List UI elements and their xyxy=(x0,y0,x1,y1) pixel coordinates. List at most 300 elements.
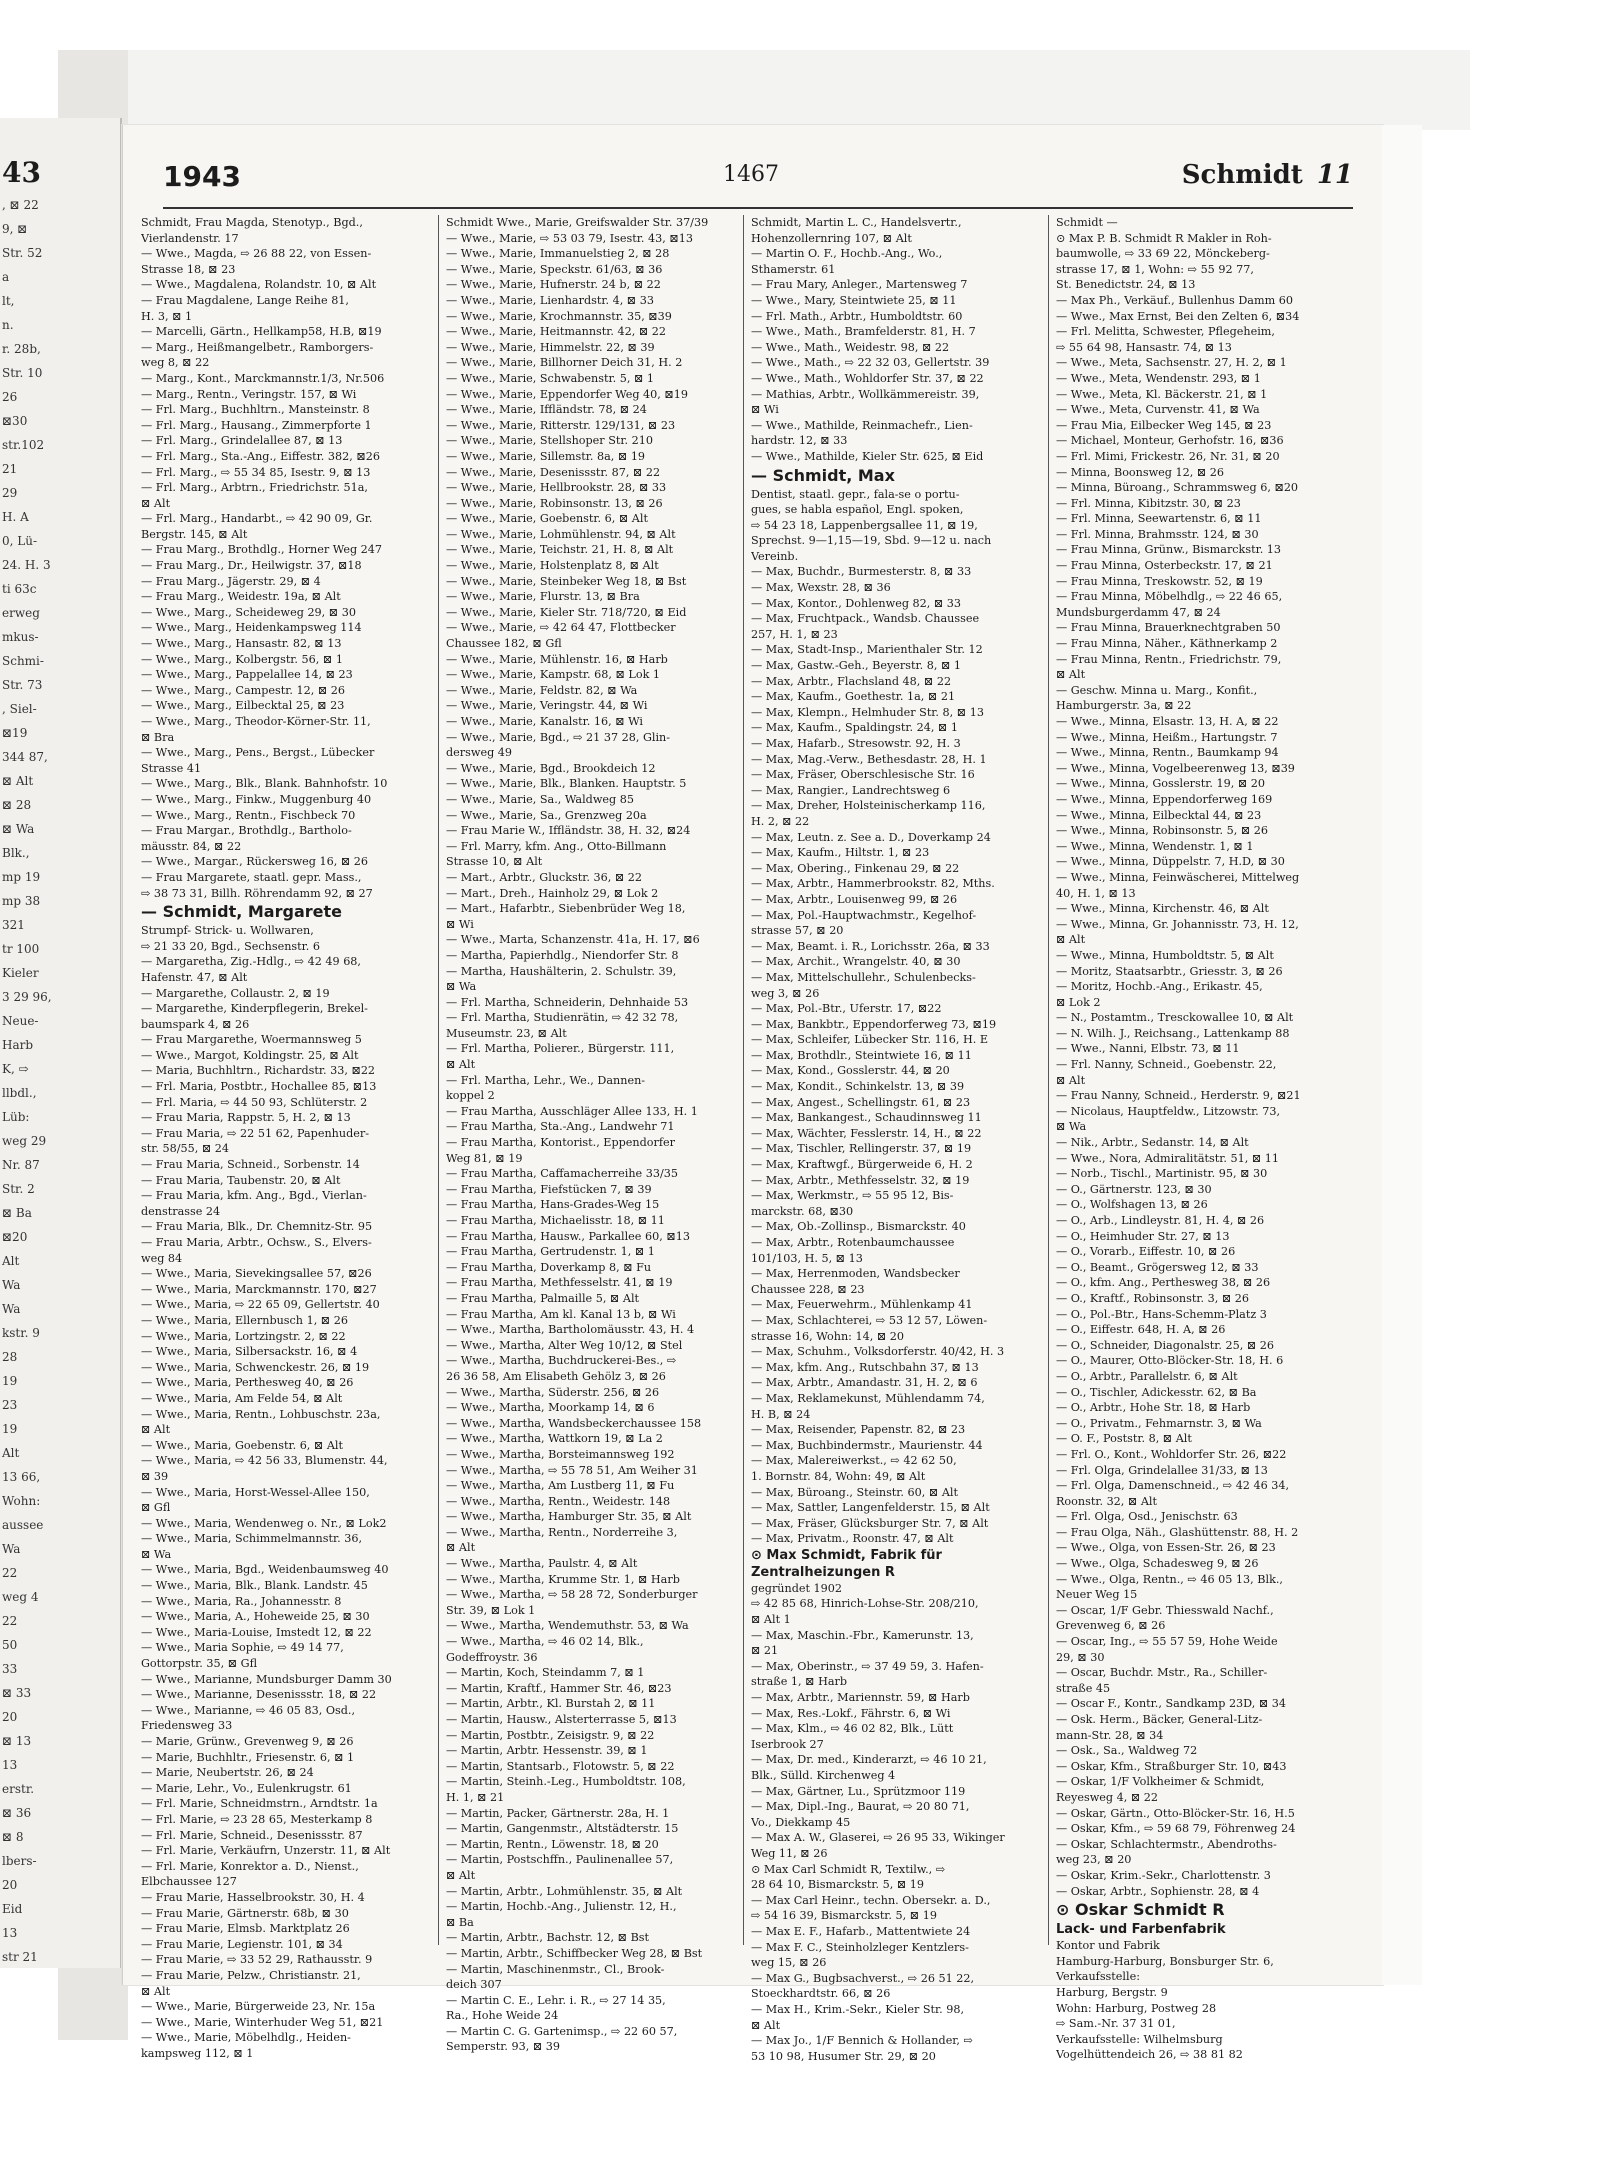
directory-entry-line: str. 58/55, ⊠ 24 xyxy=(141,1142,229,1156)
previous-page-line: ⊠ Ba xyxy=(2,1206,32,1220)
previous-page-line: 3 29 96, xyxy=(2,990,52,1004)
directory-entry-line: — O., Heimhuder Str. 27, ⊠ 13 xyxy=(1056,1229,1230,1243)
directory-entry-line: Iserbrook 27 xyxy=(751,1737,824,1751)
directory-entry-line: ⇨ Sam.-Nr. 37 31 01, xyxy=(1056,2017,1176,2031)
directory-entry-line: — Oskar, Kfm., ⇨ 59 68 79, Föhrenweg 24 xyxy=(1056,1822,1296,1836)
previous-page-line: 21 xyxy=(2,462,18,476)
directory-entry-line: — O., kfm. Ang., Perthesweg 38, ⊠ 26 xyxy=(1056,1276,1271,1290)
directory-entry-line: ⇨ 54 16 39, Bismarckstr. 5, ⊠ 19 xyxy=(751,1909,937,1923)
previous-page-line: Alt xyxy=(2,1446,20,1460)
directory-entry-line: — Max, Kaufm., Spaldingstr. 24, ⊠ 1 xyxy=(751,721,958,735)
directory-entry-line: — O., Kraftf., Robinsonstr. 3, ⊠ 26 xyxy=(1056,1291,1249,1305)
directory-entry-line: — Frau Marg., Brothdlg., Horner Weg 247 xyxy=(141,543,383,557)
directory-entry-line: — Wwe., Marie, Robinsonstr. 13, ⊠ 26 xyxy=(446,496,663,510)
column-4 xyxy=(1056,215,1346,2063)
directory-entry-line: — Wwe., Minna, Kirchenstr. 46, ⊠ Alt xyxy=(1056,902,1269,916)
directory-entry-line: — Max, Fräser, Glücksburger Str. 7, ⊠ Alt xyxy=(751,1516,989,1530)
directory-entry-line: — Wwe., Marie, Steinbeker Weg 18, ⊠ Bst xyxy=(446,574,687,588)
directory-entry-line: ⊠ Alt xyxy=(1056,1073,1086,1087)
header-page-number: 1467 xyxy=(723,162,779,187)
previous-page-line: Str. 73 xyxy=(2,678,43,692)
directory-entry-line: — Wwe., Martha, Alter Weg 10/12, ⊠ Stel xyxy=(446,1338,683,1352)
directory-entry-line: — Wwe., Maria, ⇨ 22 65 09, Gellertstr. 40 xyxy=(141,1298,380,1312)
previous-page-line: mp 38 xyxy=(2,894,41,908)
directory-entry-line: — Wwe., Marg., Scheideweg 29, ⊠ 30 xyxy=(141,605,356,619)
previous-page-line: 50 xyxy=(2,1638,18,1652)
directory-entry-line: — Max, Mittelschullehr., Schulenbecks- xyxy=(751,970,976,984)
directory-entry-line: ⇨ 38 73 31, Billh. Röhrendamm 92, ⊠ 27 xyxy=(141,886,373,900)
directory-entry-line: — Wwe., Maria, Lortzingstr. 2, ⊠ 22 xyxy=(141,1329,346,1343)
directory-entry-line: — Max, Arbtr., Rotenbaumchaussee xyxy=(751,1236,955,1249)
previous-page-line: 23 xyxy=(2,1398,18,1412)
directory-entry-line: — Wwe., Minna, Eppendorferweg 169 xyxy=(1056,792,1273,806)
directory-entry-line: — Wwe., Martha, Paulstr. 4, ⊠ Alt xyxy=(446,1557,638,1571)
previous-page-number: 43 xyxy=(2,156,41,189)
directory-entry-line: — Osk. Herm., Bäcker, General-Litz- xyxy=(1056,1713,1263,1726)
entry-heading: Lack- und Farbenfabrik xyxy=(1056,1922,1226,1938)
directory-entry-line: — Wwe., Magdalena, Rolandstr. 10, ⊠ Alt xyxy=(141,278,377,292)
previous-page-line: , ⊠ 22 xyxy=(2,198,39,212)
directory-entry-line: — Martin, Hausw., Alsterterrasse 5, ⊠13 xyxy=(446,1713,677,1726)
directory-entry-line: — Wwe., Marie, Bgd., ⇨ 21 37 28, Glin- xyxy=(446,730,671,744)
directory-entry-line: — Frau Martha, Sta.-Ang., Landwehr 71 xyxy=(446,1120,675,1134)
previous-page-line: 19 xyxy=(2,1374,18,1388)
previous-page-line: Alt xyxy=(2,1254,20,1268)
directory-entry-line: Vo., Diekkamp 45 xyxy=(751,1815,851,1829)
directory-entry-line: — Oscar, Buchdr. Mstr., Ra., Schiller- xyxy=(1056,1666,1268,1680)
directory-entry-line: — Wwe., Minna, Robinsonstr. 5, ⊠ 26 xyxy=(1056,824,1268,838)
directory-entry-line: — Wwe., Maria, A., Hoheweide 25, ⊠ 30 xyxy=(141,1610,370,1624)
directory-entry-line: — Frau Minna, Treskowstr. 52, ⊠ 19 xyxy=(1056,574,1263,588)
directory-entry-line: — Wwe., Maria, Am Felde 54, ⊠ Alt xyxy=(141,1391,343,1405)
previous-page-line: 26 xyxy=(2,390,18,404)
previous-page-line: 20 xyxy=(2,1878,18,1892)
directory-entry-line: — Max, Malereiwerkst., ⇨ 42 62 50, xyxy=(751,1454,957,1468)
previous-page-line: erweg xyxy=(2,606,40,620)
directory-entry-line: weg 15, ⊠ 26 xyxy=(751,1956,827,1970)
directory-entry-line: — Max, Feuerwehrm., Mühlenkamp 41 xyxy=(751,1298,973,1312)
directory-entry-line: — Mart., Dreh., Hainholz 29, ⊠ Lok 2 xyxy=(446,886,659,900)
previous-page-line: 28 xyxy=(2,1350,18,1364)
directory-entry-line: weg 3, ⊠ 26 xyxy=(751,986,820,1000)
directory-entry-line: — Frl. Melitta, Schwester, Pflegeheim, xyxy=(1056,325,1275,339)
directory-entry-line: — O., Arb., Lindleystr. 81, H. 4, ⊠ 26 xyxy=(1056,1214,1265,1227)
directory-entry-line: — Frl. Martha, Schneiderin, Dehnhaide 53 xyxy=(446,995,689,1009)
directory-entry-line: ⊠ Alt xyxy=(1056,668,1086,682)
directory-entry-line: strasse 57, ⊠ 20 xyxy=(751,924,844,938)
directory-entry-line: Gottorpstr. 35, ⊠ Gfl xyxy=(141,1657,258,1671)
directory-entry-line: Hohenzollernring 107, ⊠ Alt xyxy=(751,231,912,245)
directory-entry-line: — Frl. Math., Arbtr., Humboldtstr. 60 xyxy=(751,309,963,323)
previous-page-line: Wa xyxy=(2,1278,21,1292)
directory-entry-line: — Wwe., Math., ⇨ 22 32 03, Gellertstr. 39 xyxy=(751,356,990,370)
directory-entry-line: — Wwe., Marie, Speckstr. 61/63, ⊠ 36 xyxy=(446,262,663,276)
directory-entry-line: Verkaufsstelle: xyxy=(1056,1970,1140,1984)
directory-entry-line: ⊠ Gfl xyxy=(141,1501,171,1515)
directory-entry-line: — Wwe., Marie, Heitmannstr. 42, ⊠ 22 xyxy=(446,325,667,339)
directory-entry-line: ⊠ Alt xyxy=(751,2018,781,2032)
directory-entry-line: — Wwe., Minna, Heißm., Hartungstr. 7 xyxy=(1056,730,1278,744)
directory-entry-line: Kontor und Fabrik xyxy=(1056,1939,1160,1953)
directory-entry-line: — Max, Sattler, Langenfelderstr. 15, ⊠ Alt xyxy=(751,1501,990,1515)
directory-entry-line: — Max, Wexstr. 28, ⊠ 36 xyxy=(751,581,891,595)
directory-entry-line: — Wwe., Marie, Feldstr. 82, ⊠ Wa xyxy=(446,683,638,697)
directory-entry-line: — Max, Fruchtpack., Wandsb. Chaussee xyxy=(751,612,980,626)
directory-entry-line: — Frau Minna, Näher., Käthnerkamp 2 xyxy=(1056,637,1278,651)
directory-entry-line: — Wwe., Martha, Wandsbeckerchaussee 158 xyxy=(446,1416,702,1430)
directory-entry-line: — Max, Stadt-Insp., Marienthaler Str. 12 xyxy=(751,643,983,657)
directory-entry-line: ⊠ Wa xyxy=(1056,1120,1087,1134)
directory-entry-line: — Frl. Marg., Buchhltrn., Mansteinstr. 8 xyxy=(141,403,370,417)
directory-entry-line: — Max, Wächter, Fesslerstr. 14, H., ⊠ 22 xyxy=(751,1126,982,1140)
directory-entry-line: — Frl. O., Kont., Wohldorfer Str. 26, ⊠22 xyxy=(1056,1447,1287,1461)
directory-entry-line: — Max, Oberinstr., ⇨ 37 49 59, 3. Hafen- xyxy=(751,1659,984,1673)
directory-entry-line: 101/103, H. 5, ⊠ 13 xyxy=(751,1251,863,1265)
directory-entry-line: — Mart., Arbtr., Gluckstr. 36, ⊠ 22 xyxy=(446,870,642,884)
previous-page-line: Str. 10 xyxy=(2,366,43,380)
directory-entry-line: Mundsburgerdamm 47, ⊠ 24 xyxy=(1056,605,1221,619)
directory-entry-line: ⊠ Wa xyxy=(141,1547,172,1561)
previous-page-line: 19 xyxy=(2,1422,18,1436)
directory-entry-line: — Frau Magdalene, Lange Reihe 81, xyxy=(141,293,349,307)
previous-page-line: Blk., xyxy=(2,846,30,860)
directory-entry-line: — Frau Marie, Elmsb. Marktplatz 26 xyxy=(141,1922,350,1936)
directory-entry-line: — Frau Maria, Taubenstr. 20, ⊠ Alt xyxy=(141,1173,341,1187)
directory-entry-line: — Wwe., Martha, Am Lustberg 11, ⊠ Fu xyxy=(446,1479,675,1493)
previous-page-line: 13 66, xyxy=(2,1470,41,1484)
directory-entry-line: — Wwe., Marg., Campestr. 12, ⊠ 26 xyxy=(141,683,346,697)
directory-entry-line: — Oskar, Kfm., Straßburger Str. 10, ⊠43 xyxy=(1056,1759,1287,1773)
directory-entry-line: — Martha, Papierhdlg., Niendorfer Str. 8 xyxy=(446,948,679,962)
directory-entry-line: Neuer Weg 15 xyxy=(1056,1588,1138,1602)
directory-entry-line: — Wwe., Marie, Holstenplatz 8, ⊠ Alt xyxy=(446,559,659,573)
previous-page-line: a xyxy=(2,270,10,284)
directory-entry-line: Schmidt Wwe., Marie, Greifswalder Str. 37/39 xyxy=(446,216,709,229)
directory-entry-line: — Frau Minna, Brauerknechtgraben 50 xyxy=(1056,621,1281,635)
directory-entry-line: ⊠ Alt 1 xyxy=(751,1613,791,1627)
directory-entry-line: — Frl. Marie, Verkäufrn, Unzerstr. 11, ⊠ Alt xyxy=(141,1844,391,1858)
directory-entry-line: 40, H. 1, ⊠ 13 xyxy=(1056,886,1136,900)
previous-page-line: ⊠ 8 xyxy=(2,1830,24,1844)
directory-entry-line: — Wwe., Olga, Rentn., ⇨ 46 05 13, Blk., xyxy=(1056,1572,1283,1586)
directory-entry-line: — Frau Margar., Brothdlg., Bartholo- xyxy=(141,824,352,838)
previous-page-line: 24. H. 3 xyxy=(2,558,51,572)
directory-entry-line: ⇨ 42 85 68, Hinrich-Lohse-Str. 208/210, xyxy=(751,1597,979,1611)
directory-entry-line: — Martin, Arbtr., Schiffbecker Weg 28, ⊠ Bst xyxy=(446,1946,703,1960)
directory-entry-line: — Max, Kaufm., Goethestr. 1a, ⊠ 21 xyxy=(751,690,956,704)
directory-entry-line: — Max, Klempn., Helmhuder Str. 8, ⊠ 13 xyxy=(751,705,984,719)
directory-entry-line: — Wwe., Marie, Sillemstr. 8a, ⊠ 19 xyxy=(446,449,646,463)
directory-entry-line: 29, ⊠ 30 xyxy=(1056,1650,1105,1664)
directory-entry-line: — Wwe., Mathilde, Kieler Str. 625, ⊠ Eid xyxy=(751,449,984,463)
directory-entry-line: — Frau Marie, Hasselbrookstr. 30, H. 4 xyxy=(141,1890,365,1904)
directory-entry-line: ⊠ Alt xyxy=(446,1541,476,1555)
directory-entry-line: — Martin, Kraftf., Hammer Str. 46, ⊠23 xyxy=(446,1681,672,1695)
directory-entry-line: Roonstr. 32, ⊠ Alt xyxy=(1056,1494,1157,1508)
directory-entry-line: — Max, Arbtr., Louisenweg 99, ⊠ 26 xyxy=(751,892,958,906)
directory-entry-line: — Wwe., Marg., Kolbergstr. 56, ⊠ 1 xyxy=(141,652,343,666)
directory-entry-line: — Wwe., Marie, Eppendorfer Weg 40, ⊠19 xyxy=(446,387,688,401)
directory-entry-line: — Wwe., Marie, Desenissstr. 87, ⊠ 22 xyxy=(446,465,661,479)
directory-entry-line: — Wwe., Mary, Steintwiete 25, ⊠ 11 xyxy=(751,293,957,307)
directory-entry-line: — Martin, Packer, Gärtnerstr. 28a, H. 1 xyxy=(446,1806,670,1820)
column-divider xyxy=(438,215,439,1945)
header-surname: Schmidt xyxy=(1181,160,1303,190)
directory-entry-line: — Wwe., Marie, Mühlenstr. 16, ⊠ Harb xyxy=(446,652,668,666)
directory-entry-line: — Norb., Tischl., Martinistr. 95, ⊠ 30 xyxy=(1056,1167,1268,1181)
directory-entry-line: — Oscar F., Kontr., Sandkamp 23D, ⊠ 34 xyxy=(1056,1697,1287,1711)
directory-entry-line: — Nicolaus, Hauptfeldw., Litzowstr. 73, xyxy=(1056,1104,1281,1118)
directory-entry-line: — Oskar, 1/F Volkheimer & Schmidt, xyxy=(1056,1775,1265,1789)
directory-entry-line: — Frl. Maria, ⇨ 44 50 93, Schlüterstr. 2 xyxy=(141,1095,368,1109)
directory-entry-line: gues, se habla español, Engl. spoken, xyxy=(751,503,964,517)
directory-entry-line: — Max, Kond., Gosslerstr. 44, ⊠ 20 xyxy=(751,1064,950,1078)
directory-entry-line: — Wwe., Marie, Kieler Str. 718/720, ⊠ Eid xyxy=(446,605,687,619)
directory-entry-line: ⊠ Wi xyxy=(446,917,474,931)
directory-entry-line: — Marcelli, Gärtn., Hellkamp58, H.B, ⊠19 xyxy=(141,325,382,339)
directory-entry-line: — Wwe., Marie, Ritterstr. 129/131, ⊠ 23 xyxy=(446,418,676,432)
directory-entry-line: — Frl. Mimi, Frickestr. 26, Nr. 31, ⊠ 20 xyxy=(1056,449,1280,463)
entry-heading: ⊙ Oskar Schmidt R xyxy=(1056,1900,1225,1920)
directory-entry-line: — Minna, Büroang., Schrammsweg 6, ⊠20 xyxy=(1056,481,1299,495)
previous-page-line: aussee xyxy=(2,1518,44,1532)
directory-entry-line: — Max, Obering., Finkenau 29, ⊠ 22 xyxy=(751,861,960,875)
directory-entry-line: — Max, Fräser, Oberschlesische Str. 16 xyxy=(751,768,975,782)
directory-entry-line: ⇨ 54 23 18, Lappenbergsallee 11, ⊠ 19, xyxy=(751,518,978,532)
directory-entry-line: mann-Str. 28, ⊠ 34 xyxy=(1056,1728,1164,1742)
directory-entry-line: Vereinb. xyxy=(751,549,799,563)
previous-page-line: 29 xyxy=(2,486,18,500)
directory-entry-line: baumwolle, ⇨ 33 69 22, Mönckeberg- xyxy=(1056,247,1270,261)
directory-entry-line: — O., Eiffestr. 648, H. A, ⊠ 26 xyxy=(1056,1323,1226,1337)
directory-entry-line: — Wwe., Martha, ⇨ 46 02 14, Blk., xyxy=(446,1635,644,1649)
directory-entry-line: — Frau Martha, Kontorist., Eppendorfer xyxy=(446,1136,675,1150)
previous-page-line: ⊠ Wa xyxy=(2,822,35,836)
directory-entry-line: — Frau Nanny, Schneid., Herderstr. 9, ⊠21 xyxy=(1056,1089,1301,1103)
previous-page-line: Nr. 87 xyxy=(2,1158,40,1172)
directory-entry-line: — Max, Kaufm., Hiltstr. 1, ⊠ 23 xyxy=(751,846,930,860)
directory-entry-line: ⊠ Alt xyxy=(141,496,171,510)
previous-page-line: Harb xyxy=(2,1038,34,1052)
directory-entry-line: — Martin, Koch, Steindamm 7, ⊠ 1 xyxy=(446,1666,645,1680)
directory-entry-line: — Max, Res.-Lokf., Fährstr. 6, ⊠ Wi xyxy=(751,1706,951,1720)
directory-entry-line: — Max H., Krim.-Sekr., Kieler Str. 98, xyxy=(751,2002,965,2016)
directory-entry-line: — Frau Maria, kfm. Ang., Bgd., Vierlan- xyxy=(141,1189,367,1203)
directory-entry-line: — Max, Bankbtr., Eppendorferweg 73, ⊠19 xyxy=(751,1017,997,1031)
directory-entry-line: — Wwe., Martha, Bartholomäusstr. 43, H. 4 xyxy=(446,1323,695,1337)
directory-entry-line: — Wwe., Martha, Süderstr. 256, ⊠ 26 xyxy=(446,1385,660,1399)
directory-entry-line: — Wwe., Maria, Rentn., Lohbuschstr. 23a, xyxy=(141,1407,381,1421)
directory-entry-line: — Martin, Stantsarb., Flotowstr. 5, ⊠ 22 xyxy=(446,1759,675,1773)
directory-entry-line: Blk., Sülld. Kirchenweg 4 xyxy=(751,1769,896,1782)
directory-entry-line: mäusstr. 84, ⊠ 22 xyxy=(141,839,242,853)
directory-entry-line: — Margarethe, Collaustr. 2, ⊠ 19 xyxy=(141,986,330,1000)
directory-entry-line: — Wwe., Marie, Schwabenstr. 5, ⊠ 1 xyxy=(446,371,655,385)
directory-entry-line: — Frau Martha, Palmaille 5, ⊠ Alt xyxy=(446,1291,640,1305)
directory-entry-line: Semperstr. 93, ⊠ 39 xyxy=(446,2040,561,2054)
directory-entry-line: weg 84 xyxy=(141,1251,183,1265)
directory-entry-line: weg 23, ⊠ 20 xyxy=(1056,1853,1132,1867)
directory-entry-line: — Wwe., Martha, ⇨ 58 28 72, Sonderburger xyxy=(446,1588,698,1602)
directory-entry-line: H. 1, ⊠ 21 xyxy=(446,1790,505,1804)
directory-entry-line: Sprechst. 9—1,15—19, Sbd. 9—12 u. nach xyxy=(751,534,992,548)
previous-page-line: 321 xyxy=(2,918,25,932)
directory-entry-line: — Wwe., Marg., Theodor-Körner-Str. 11, xyxy=(141,715,371,728)
directory-entry-line: Weg 11, ⊠ 26 xyxy=(751,1846,828,1860)
directory-entry-line: — Wwe., Marg., Rentn., Fischbeck 70 xyxy=(141,808,356,822)
previous-page-line: str.102 xyxy=(2,438,45,452)
directory-entry-line: — Wwe., Meta, Sachsenstr. 27, H. 2, ⊠ 1 xyxy=(1056,356,1287,370)
directory-entry-line: — Wwe., Marie, Sa., Waldweg 85 xyxy=(446,792,634,806)
directory-entry-line: St. Benedictstr. 24, ⊠ 13 xyxy=(1056,278,1196,292)
directory-entry-line: — Martin, Postbtr., Zeisigstr. 9, ⊠ 22 xyxy=(446,1728,655,1742)
directory-entry-line: — Frau Martha, Methfesselstr. 41, ⊠ 19 xyxy=(446,1276,673,1290)
directory-entry-line: ⊠ Lok 2 xyxy=(1056,995,1101,1009)
directory-entry-line: — O. F., Poststr. 8, ⊠ Alt xyxy=(1056,1432,1192,1446)
directory-entry-line: — Max, Mag.-Verw., Bethesdastr. 28, H. 1 xyxy=(751,752,987,766)
directory-entry-line: — Max, Schuhm., Volksdorferstr. 40/42, H. 3 xyxy=(751,1345,1005,1359)
directory-entry-line: — Wwe., Maria, Wendenweg o. Nr., ⊠ Lok2 xyxy=(141,1516,387,1530)
directory-entry-line: — Frl. Olga, Grindelallee 31/33, ⊠ 13 xyxy=(1056,1463,1268,1477)
directory-entry-line: hardstr. 12, ⊠ 33 xyxy=(751,434,848,448)
directory-entry-line: — Wwe., Maria, Bgd., Weidenbaumsweg 40 xyxy=(141,1563,389,1577)
directory-entry-line: — Wwe., Maria, Ra., Johannesstr. 8 xyxy=(141,1594,342,1608)
directory-entry-line: — Wwe., Maria-Louise, Imstedt 12, ⊠ 22 xyxy=(141,1625,372,1639)
previous-page-line: Wa xyxy=(2,1302,21,1316)
directory-entry-line: — Frl. Minna, Kibitzstr. 30, ⊠ 23 xyxy=(1056,496,1241,510)
directory-entry-line: ⇨ 21 33 20, Bgd., Sechsenstr. 6 xyxy=(141,939,320,953)
directory-entry-line: — Frl. Marg., Handarbt., ⇨ 42 90 09, Gr. xyxy=(141,512,373,526)
header-name xyxy=(1182,160,1353,190)
directory-entry-line: ⊠ Bra xyxy=(141,730,175,744)
directory-entry-line: — Frau Martha, Doverkamp 8, ⊠ Fu xyxy=(446,1260,652,1274)
directory-entry-line: — Wwe., Maria, Schimmelmannstr. 36, xyxy=(141,1532,363,1546)
directory-entry-line: — Frau Margarethe, Woermannsweg 5 xyxy=(141,1033,362,1047)
directory-entry-line: ⊠ Ba xyxy=(446,1915,474,1929)
directory-entry-line: — Martin O. F., Hochb.-Ang., Wo., xyxy=(751,247,943,261)
header-rule xyxy=(163,207,1353,209)
previous-page-line: ⊠ 13 xyxy=(2,1734,32,1748)
directory-entry-line: — Wwe., Magda, ⇨ 26 88 22, von Essen- xyxy=(141,247,372,261)
previous-page-edge xyxy=(0,118,122,1968)
directory-page xyxy=(122,125,1383,2063)
directory-entry-line: Reyesweg 4, ⊠ 22 xyxy=(1056,1790,1159,1804)
directory-entry-line: 53 10 98, Husumer Str. 29, ⊠ 20 xyxy=(751,2049,936,2063)
directory-entry-line: — Frau Mary, Anleger., Martensweg 7 xyxy=(751,278,968,292)
directory-entry-line: — Wwe., Marie, Veringstr. 44, ⊠ Wi xyxy=(446,699,648,713)
directory-entry-line: — Max, Arbtr., Flachsland 48, ⊠ 22 xyxy=(751,674,952,688)
previous-page-line: Str. 52 xyxy=(2,246,43,260)
previous-page-line: ti 63c xyxy=(2,582,37,596)
directory-entry-line: — Frl. Marg., Sta.-Ang., Eiffestr. 382, ⊠26 xyxy=(141,449,380,463)
directory-entry-line: — Frl. Olga, Osd., Jenischstr. 63 xyxy=(1056,1510,1238,1524)
directory-entry-line: — Max, Arbtr., Methfesselstr. 32, ⊠ 19 xyxy=(751,1173,970,1187)
directory-entry-line: — Max, Brothdlr., Steintwiete 16, ⊠ 11 xyxy=(751,1048,972,1062)
directory-entry-line: strasse 17, ⊠ 1, Wohn: ⇨ 55 92 77, xyxy=(1056,262,1254,276)
directory-entry-line: koppel 2 xyxy=(446,1089,495,1103)
previous-page-line: r. 28b, xyxy=(2,342,41,356)
directory-entry-line: — Wwe., Marie, Sa., Grenzweg 20a xyxy=(446,808,647,822)
previous-page-line: 13 xyxy=(2,1926,18,1940)
directory-entry-line: strasse 16, Wohn: 14, ⊠ 20 xyxy=(751,1329,904,1343)
directory-entry-line: — Frl. Minna, Seewartenstr. 6, ⊠ 11 xyxy=(1056,512,1262,526)
directory-entry-line: ⊠ 39 xyxy=(141,1469,169,1483)
directory-entry-line: — Max, Schleifer, Lübecker Str. 116, H. E xyxy=(751,1033,989,1047)
directory-entry-line: — Max, Klm., ⇨ 46 02 82, Blk., Lütt xyxy=(751,1722,954,1736)
directory-entry-line: Vierlandenstr. 17 xyxy=(141,231,239,245)
directory-entry-line: Godeffroystr. 36 xyxy=(446,1650,538,1664)
directory-entry-line: — Martha, Haushälterin, 2. Schulstr. 39, xyxy=(446,964,677,978)
directory-entry-line: H. 2, ⊠ 22 xyxy=(751,814,810,828)
directory-entry-line: dersweg 49 xyxy=(446,746,513,760)
directory-entry-line: — Martin, Postschffn., Paulinenallee 57, xyxy=(446,1853,674,1867)
directory-entry-line: — Oskar, Schlachtermstr., Abendroths- xyxy=(1056,1837,1277,1851)
directory-entry-line: — Wwe., Marg., Heidenkampsweg 114 xyxy=(141,621,362,635)
directory-entry-line: — Frau Maria, Arbtr., Ochsw., S., Elvers- xyxy=(141,1236,372,1249)
previous-page-line: 0, Lü- xyxy=(2,534,38,548)
directory-entry-line: — Wwe., Martha, Hamburger Str. 35, ⊠ Alt xyxy=(446,1510,692,1524)
directory-entry-line: ⊙ Max Carl Schmidt R, Textilw., ⇨ xyxy=(751,1862,946,1876)
directory-entry-line: — O., Pol.-Btr., Hans-Schemm-Platz 3 xyxy=(1056,1307,1267,1321)
directory-entry-line: baumspark 4, ⊠ 26 xyxy=(141,1017,250,1031)
directory-entry-line: — Marg., Heißmangelbetr., Ramborgers- xyxy=(141,340,374,354)
directory-entry-line: — Frau Margarete, staatl. gepr. Mass., xyxy=(141,870,362,884)
directory-entry-line: Verkaufsstelle: Wilhelmsburg xyxy=(1056,2032,1223,2046)
directory-entry-line: — Frau Mia, Eilbecker Weg 145, ⊠ 23 xyxy=(1056,418,1272,432)
directory-entry-line: — Frau Martha, Michaelisstr. 18, ⊠ 11 xyxy=(446,1214,665,1227)
previous-page-line: llbdl., xyxy=(2,1086,37,1100)
directory-entry-line: — Max, Arbtr., Mariennstr. 59, ⊠ Harb xyxy=(751,1691,970,1705)
previous-page-line: weg 4 xyxy=(2,1590,39,1604)
previous-page-line: Wa xyxy=(2,1542,21,1556)
directory-entry-line: — Max, Buchbindermstr., Maurienstr. 44 xyxy=(751,1438,983,1452)
directory-entry-line: — Max, Reklamekunst, Mühlendamm 74, xyxy=(751,1391,985,1405)
directory-entry-line: — Oskar, Arbtr., Sophienstr. 28, ⊠ 4 xyxy=(1056,1884,1260,1898)
previous-page-line: ⊠19 xyxy=(2,726,28,740)
directory-entry-line: — Wwe., Math., Bramfelderstr. 81, H. 7 xyxy=(751,325,976,339)
directory-entry-line: — Wwe., Marie, Lienhardstr. 4, ⊠ 33 xyxy=(446,293,654,307)
column-divider xyxy=(743,215,744,1945)
directory-entry-line: — Wwe., Marie, Billhorner Deich 31, H. 2 xyxy=(446,356,683,370)
directory-entry-line: — Mart., Hafarbtr., Siebenbrüder Weg 18, xyxy=(446,902,686,916)
directory-entry-line: Hafenstr. 47, ⊠ Alt xyxy=(141,970,248,984)
directory-entry-line: — Max, Gärtner, Lu., Sprützmoor 119 xyxy=(751,1784,966,1798)
directory-entry-line: — Wwe., Marie, Bürgerweide 23, Nr. 15a xyxy=(141,2000,376,2014)
previous-page-line: ⊠ 28 xyxy=(2,798,32,812)
directory-entry-line: — Max, Kontor., Dohlenweg 82, ⊠ 33 xyxy=(751,596,962,610)
entry-heading: ⊙ Max Schmidt, Fabrik für xyxy=(751,1547,942,1563)
previous-page-line: Wohn: xyxy=(2,1494,41,1508)
directory-entry-line: weg 8, ⊠ 22 xyxy=(141,356,210,370)
directory-entry-line: — Wwe., Maria, Marckmannstr. 170, ⊠27 xyxy=(141,1282,377,1296)
directory-entry-line: denstrasse 24 xyxy=(141,1204,221,1218)
directory-entry-line: — Max, Pol.-Btr., Uferstr. 17, ⊠22 xyxy=(751,1002,942,1016)
directory-entry-line: Hamburgerstr. 3a, ⊠ 22 xyxy=(1056,699,1192,713)
directory-entry-line: — Martin, Rentn., Löwenstr. 18, ⊠ 20 xyxy=(446,1837,659,1851)
directory-entry-line: — Wwe., Marie, Lohmühlenstr. 94, ⊠ Alt xyxy=(446,527,676,541)
directory-entry-line: — Frau Minna, Grünw., Bismarckstr. 13 xyxy=(1056,543,1282,557)
directory-entry-line: — Frl. Marg., Grindelallee 87, ⊠ 13 xyxy=(141,434,343,448)
directory-entry-line: — Wwe., Maria, Goebenstr. 6, ⊠ Alt xyxy=(141,1438,344,1452)
directory-entry-line: — Wwe., Marie, Teichstr. 21, H. 8, ⊠ Alt xyxy=(446,543,674,557)
directory-entry-line: — Frau Marie, ⇨ 33 52 29, Rathausstr. 9 xyxy=(141,1953,373,1967)
directory-entry-line: — Frl. Marg., ⇨ 55 34 85, Isestr. 9, ⊠ 13 xyxy=(141,465,371,479)
entry-heading: — Schmidt, Max xyxy=(751,465,895,485)
directory-entry-line: gegründet 1902 xyxy=(751,1581,843,1595)
previous-page-line: 344 87, xyxy=(2,750,48,764)
directory-entry-line: — Frl. Marie, ⇨ 23 28 65, Mesterkamp 8 xyxy=(141,1812,373,1826)
column-3 xyxy=(751,215,1041,2064)
